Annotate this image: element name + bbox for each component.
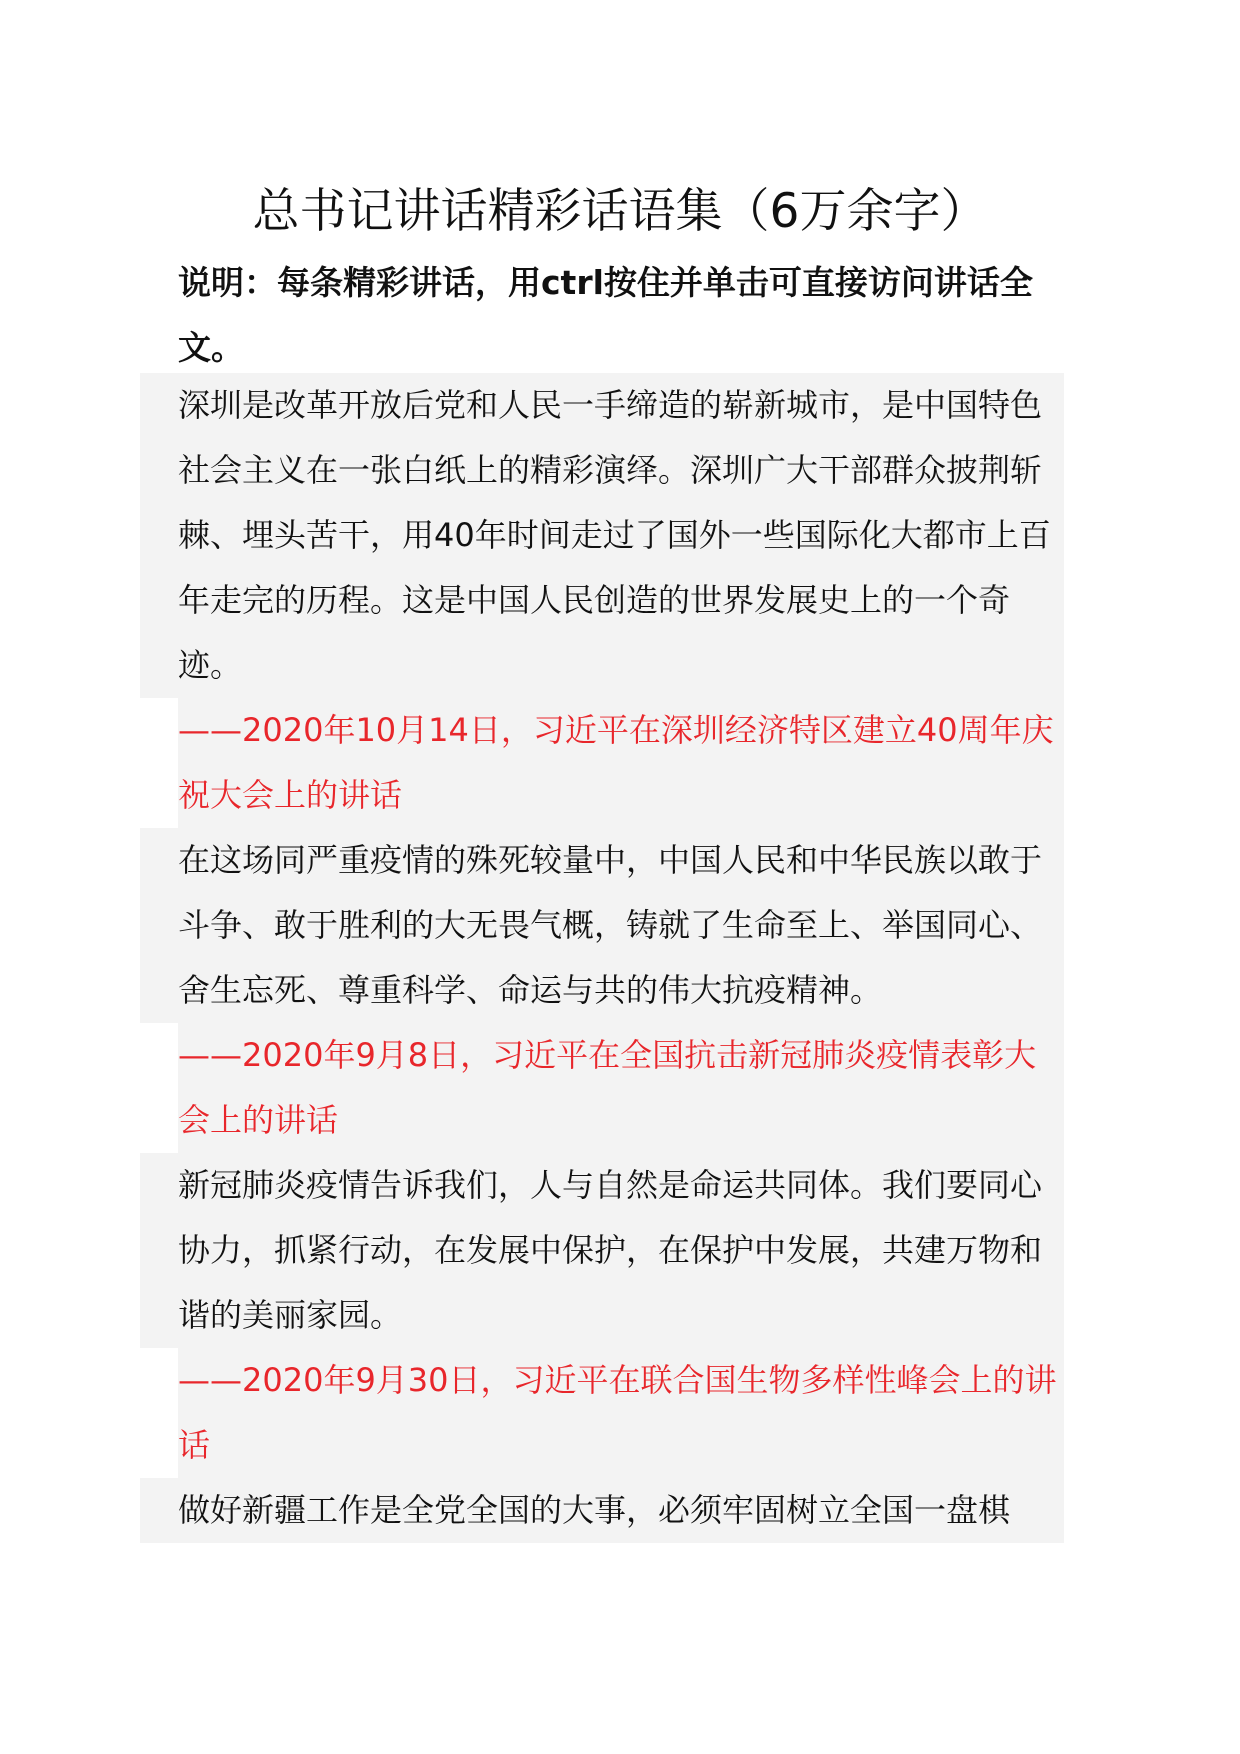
usage-note: 说明：每条精彩讲话，用ctrl按住并单击可直接访问讲话全文。	[178, 263, 1033, 367]
quote-source[interactable]: ——2020年9月8日，习近平在全国抗击新冠肺炎疫情表彰大会上的讲话	[178, 1023, 1064, 1153]
list-item	[140, 1153, 1064, 1478]
quote-list	[140, 373, 1064, 1543]
quote-text[interactable]: 新冠肺炎疫情告诉我们，人与自然是命运共同体。我们要同心协力，抓紧行动，在发展中保护，在保护中发展，共建万物和谐的美丽家园。	[140, 1153, 1064, 1348]
quote-text[interactable]: 在这场同严重疫情的殊死较量中，中国人民和中华民族以敢于斗争、敢于胜利的大无畏气概，铸就了生命至上、举国同心、舍生忘死、尊重科学、命运与共的伟大抗疫精神。	[140, 828, 1064, 1023]
list-item	[140, 1478, 1064, 1543]
list-item	[140, 373, 1064, 828]
list-item	[140, 828, 1064, 1153]
document-title: 总书记讲话精彩话语集（6万余字）	[252, 184, 988, 239]
quote-text[interactable]: 做好新疆工作是全党全国的大事，必须牢固树立全国一盘棋	[140, 1478, 1064, 1543]
quote-text[interactable]: 深圳是改革开放后党和人民一手缔造的崭新城市，是中国特色社会主义在一张白纸上的精彩演绎。深圳广大干部群众披荆斩棘、埋头苦干，用40年时间走过了国外一些国际化大都市上百年走完的历程。这是中国人民创造的世界发展史上的一个奇迹。	[140, 373, 1064, 698]
quote-source[interactable]: ——2020年9月30日，习近平在联合国生物多样性峰会上的讲话	[178, 1348, 1064, 1478]
quote-source[interactable]: ——2020年10月14日，习近平在深圳经济特区建立40周年庆祝大会上的讲话	[178, 698, 1064, 828]
